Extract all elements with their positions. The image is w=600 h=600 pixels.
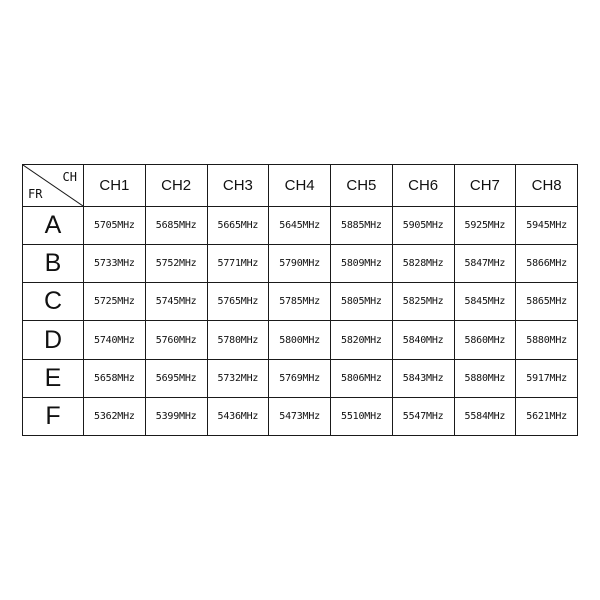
band-label: B <box>23 245 84 283</box>
frequency-cell: 5362MHz <box>84 397 146 435</box>
frequency-cell: 5860MHz <box>454 321 516 359</box>
frequency-cell: 5584MHz <box>454 397 516 435</box>
frequency-table <box>22 164 578 436</box>
frequency-cell: 5945MHz <box>516 207 578 245</box>
frequency-cell: 5745MHz <box>145 283 207 321</box>
corner-channel-label: CH <box>62 170 77 184</box>
frequency-cell: 5845MHz <box>454 283 516 321</box>
channel-header: CH8 <box>516 165 578 207</box>
frequency-cell: 5740MHz <box>84 321 146 359</box>
frequency-cell: 5925MHz <box>454 207 516 245</box>
band-label: D <box>23 321 84 359</box>
frequency-cell: 5510MHz <box>331 397 393 435</box>
channel-header: CH5 <box>331 165 393 207</box>
channel-header: CH6 <box>392 165 454 207</box>
table-row <box>23 207 578 245</box>
band-label: A <box>23 207 84 245</box>
frequency-cell: 5880MHz <box>454 359 516 397</box>
frequency-cell: 5847MHz <box>454 245 516 283</box>
frequency-cell: 5865MHz <box>516 283 578 321</box>
channel-header: CH1 <box>84 165 146 207</box>
corner-cell <box>23 165 84 207</box>
frequency-cell: 5645MHz <box>269 207 331 245</box>
frequency-cell: 5547MHz <box>392 397 454 435</box>
table-row <box>23 245 578 283</box>
frequency-cell: 5473MHz <box>269 397 331 435</box>
frequency-cell: 5840MHz <box>392 321 454 359</box>
corner-frequency-label: FR <box>28 187 43 201</box>
table-row <box>23 397 578 435</box>
frequency-cell: 5805MHz <box>331 283 393 321</box>
frequency-cell: 5685MHz <box>145 207 207 245</box>
frequency-cell: 5905MHz <box>392 207 454 245</box>
frequency-cell: 5665MHz <box>207 207 269 245</box>
frequency-cell: 5769MHz <box>269 359 331 397</box>
frequency-cell: 5771MHz <box>207 245 269 283</box>
frequency-cell: 5843MHz <box>392 359 454 397</box>
frequency-cell: 5705MHz <box>84 207 146 245</box>
frequency-cell: 5399MHz <box>145 397 207 435</box>
frequency-cell: 5866MHz <box>516 245 578 283</box>
frequency-cell: 5695MHz <box>145 359 207 397</box>
band-label: C <box>23 283 84 321</box>
frequency-cell: 5809MHz <box>331 245 393 283</box>
frequency-cell: 5885MHz <box>331 207 393 245</box>
frequency-cell: 5790MHz <box>269 245 331 283</box>
frequency-cell: 5820MHz <box>331 321 393 359</box>
table-row <box>23 283 578 321</box>
frequency-cell: 5733MHz <box>84 245 146 283</box>
channel-header: CH4 <box>269 165 331 207</box>
frequency-cell: 5725MHz <box>84 283 146 321</box>
frequency-cell: 5436MHz <box>207 397 269 435</box>
channel-header: CH3 <box>207 165 269 207</box>
frequency-cell: 5760MHz <box>145 321 207 359</box>
band-label: E <box>23 359 84 397</box>
channel-header: CH2 <box>145 165 207 207</box>
header-row <box>23 165 578 207</box>
frequency-cell: 5765MHz <box>207 283 269 321</box>
frequency-cell: 5621MHz <box>516 397 578 435</box>
frequency-cell: 5658MHz <box>84 359 146 397</box>
frequency-cell: 5785MHz <box>269 283 331 321</box>
frequency-cell: 5825MHz <box>392 283 454 321</box>
frequency-cell: 5732MHz <box>207 359 269 397</box>
frequency-cell: 5800MHz <box>269 321 331 359</box>
frequency-cell: 5828MHz <box>392 245 454 283</box>
frequency-cell: 5917MHz <box>516 359 578 397</box>
frequency-cell: 5806MHz <box>331 359 393 397</box>
band-label: F <box>23 397 84 435</box>
table-row <box>23 359 578 397</box>
frequency-cell: 5880MHz <box>516 321 578 359</box>
table-row <box>23 321 578 359</box>
frequency-cell: 5780MHz <box>207 321 269 359</box>
table-body <box>23 207 578 436</box>
frequency-cell: 5752MHz <box>145 245 207 283</box>
channel-header: CH7 <box>454 165 516 207</box>
